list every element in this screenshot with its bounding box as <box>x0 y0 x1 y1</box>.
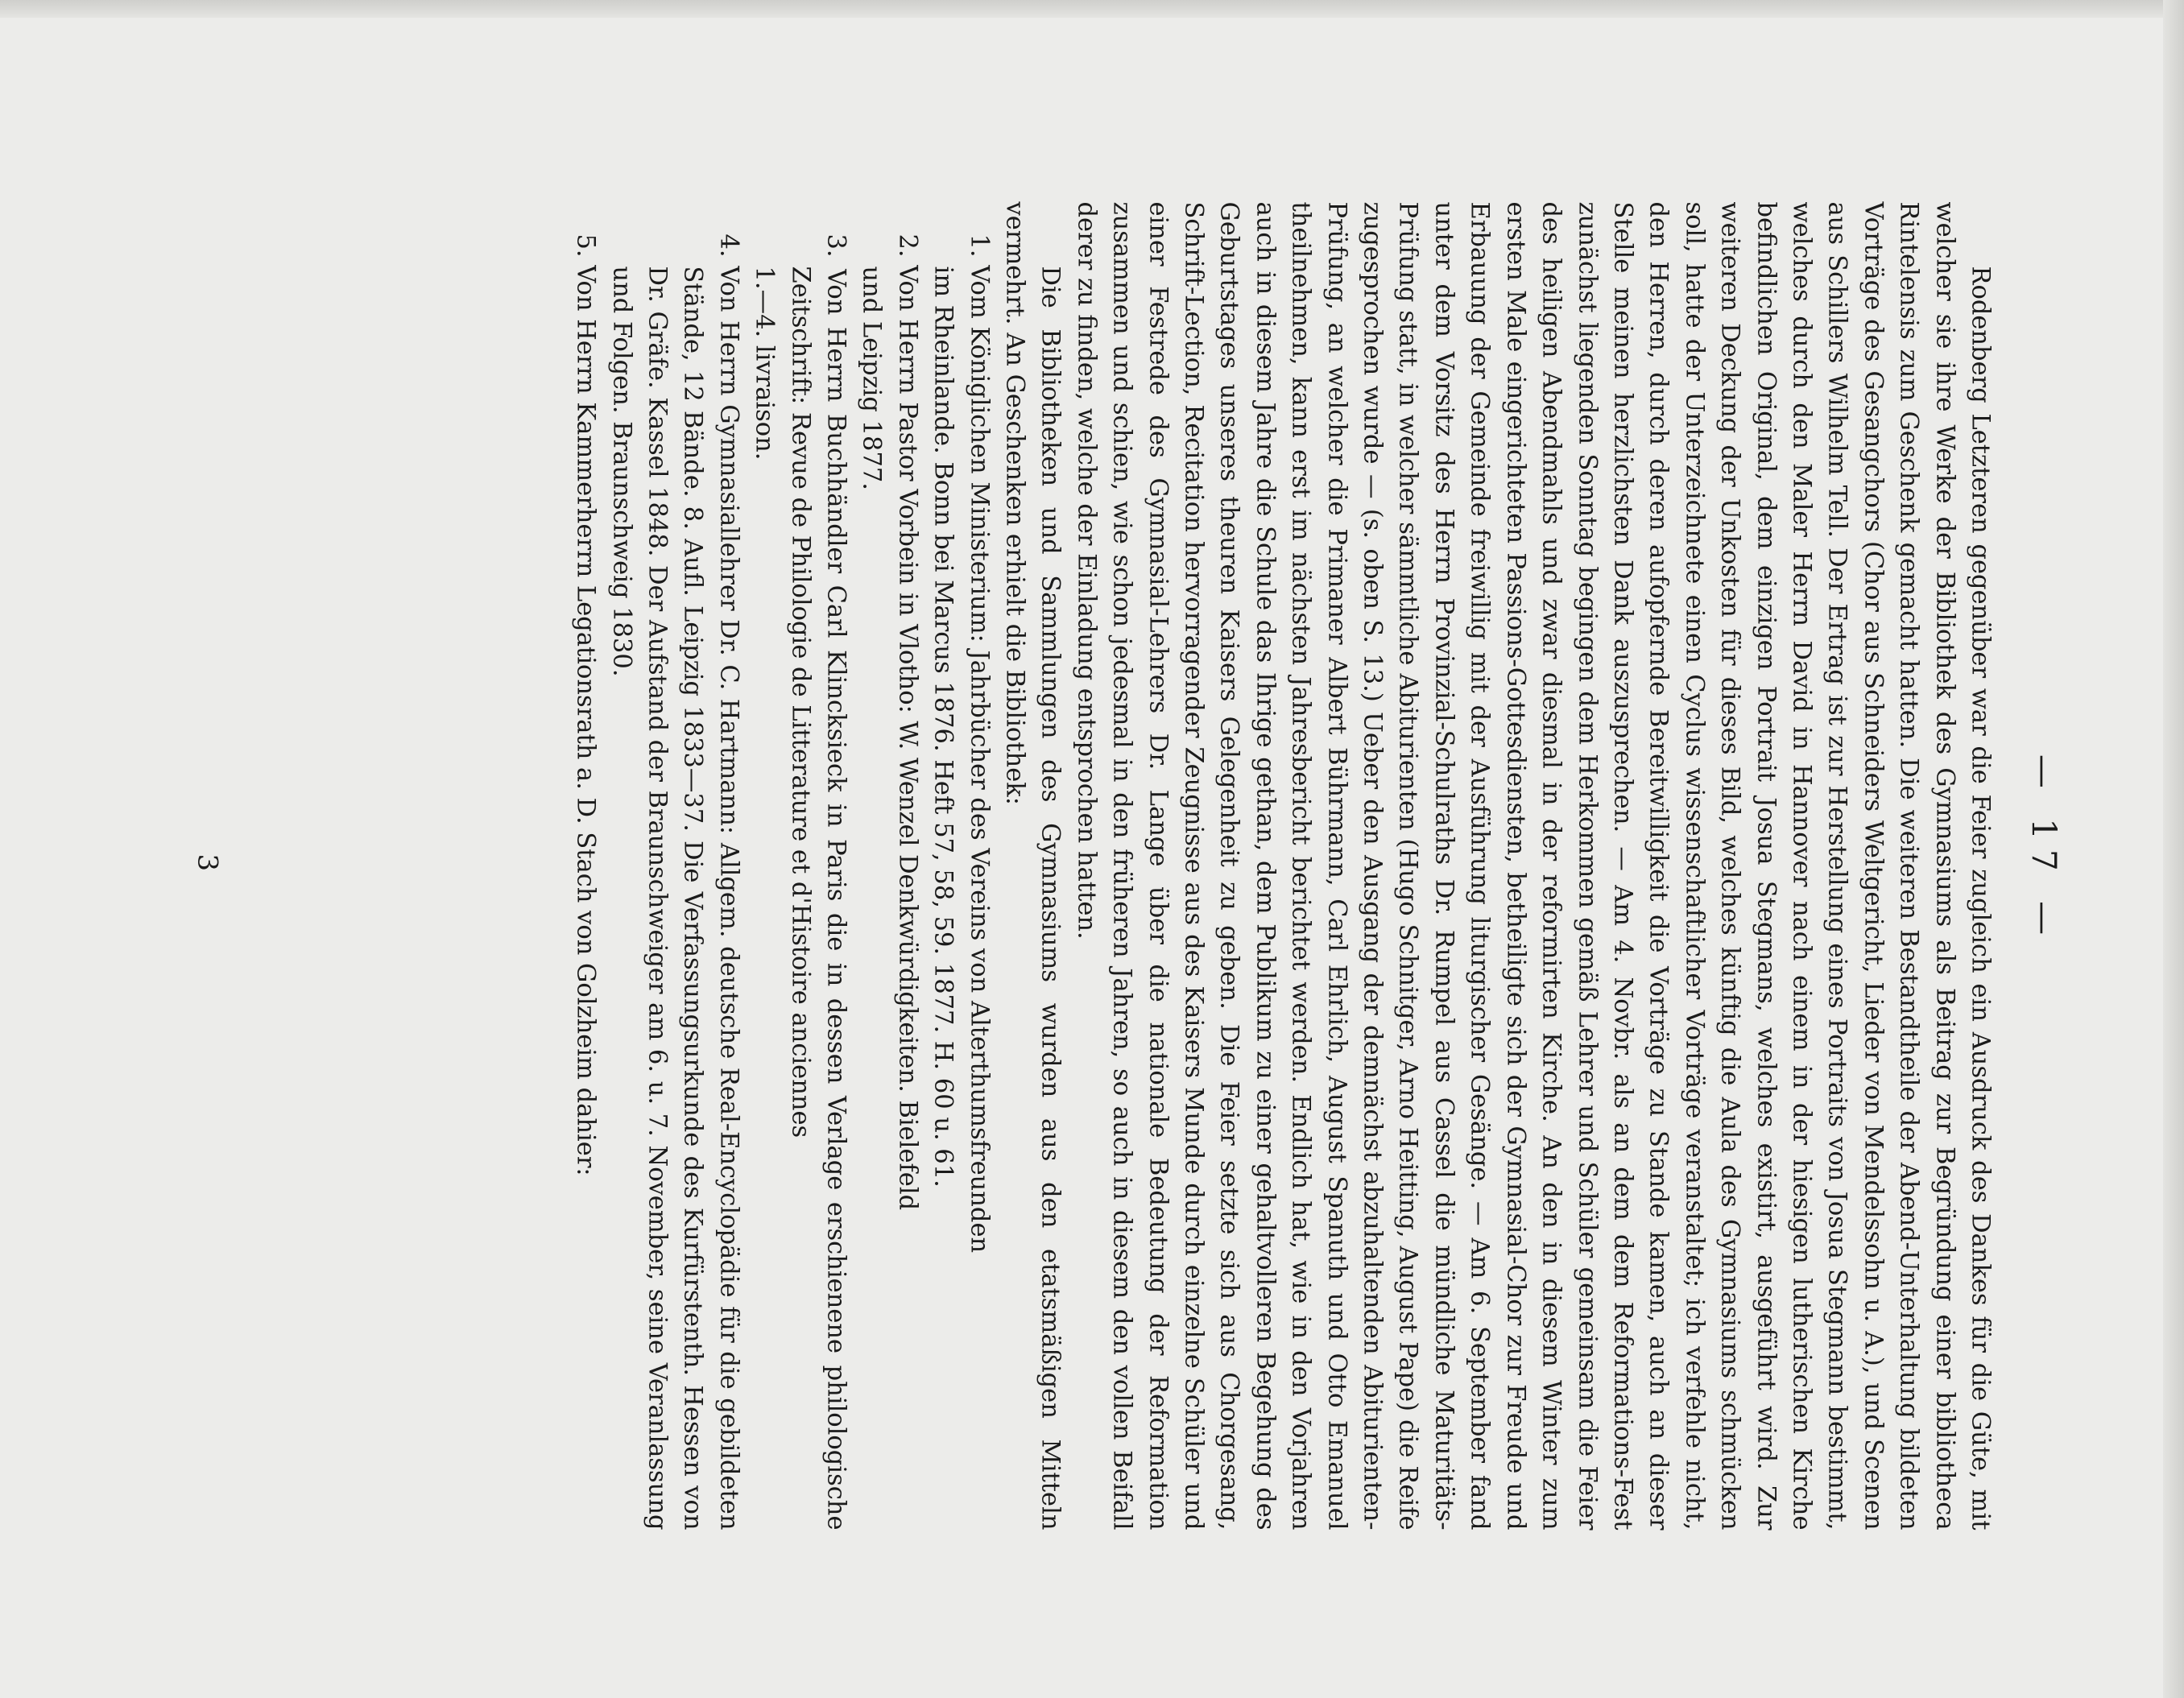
donation-item-2 <box>888 201 924 1530</box>
donation-item-4 <box>602 201 746 1530</box>
donation-item-2-line-1: 2. Von Herrn Pastor Vorbein in Vlotho: W. Wenzel Denkwürdigkeiten. Bielefeld <box>892 233 921 1210</box>
paragraph-school-events: Rodenberg Letzteren gegenüber war die Feier zugleich ein Ausdruck des Dankes für die Güte, mit welcher sie ihre Werke der Bibliothek des Gymnasiums als Beitrag zur Begründung einer bibliotheca Rintelensis zum Geschenk gemacht hatten. Die weiteren Bestandtheile der Abend-Unterhaltung bildeten Vorträge des Gesangchors (Chor aus Schneiders Weltgericht, Lieder von Mendelssohn u. A.), und Scenen aus Schillers Wilhelm Tell. Der Ertrag ist zur Herstellung eines Portraits von Josua Stegmann bestimmt, welches durch den Maler Herrn David in Hannover nach einem in der hiesigen lutherischen Kirche befindlichen Original, dem einzigen Portrait Josua Stegmans, welches existirt, ausgeführt wird. Zur weiteren Deckung der Unkosten für dieses Bild, welches künftig die Aula des Gymnasiums schmücken soll, hatte der Unterzeichnete einen Cyclus wissenschaftlicher Vorträge veranstaltet; ich verfehle nicht, den Herren, durch deren aufopfernde Bereitwilligkeit die Vorträge zu Stande kamen, auch an dieser Stelle meinen herzlichsten Dank auszusprechen. — Am 4. Novbr. als an dem dem Reformations-Fest zunächst liegenden Sonntag begingen dem Herkommen gemäß Lehrer und Schüler gemeinsam die Feier des heiligen Abendmahls und zwar diesmal in der reformirten Kirche. An den in diesem Winter zum ersten Male eingerichteten Passions-Gottesdiensten, betheiligte sich der Gymnasial-Chor zur Freude und Erbauung der Gemeinde freiwillig mit der Ausführung liturgischer Gesänge. — Am 6. September fand unter dem Vorsitz des Herrn Provinzial-Schulraths Dr. Rumpel aus Cassel die mündliche Maturitäts-Prüfung statt, in welcher sämmtliche Abiturienten (Hugo Schnitger, Arno Heitting, August Pape) die Reife zugesprochen wurde — (s. oben S. 13.) Ueber den Ausgang der demnächst abzuhaltenden Abiturienten-Prüfung, an welcher die Primaner Albert Bührmann, Carl Ehrlich, August Spanuth und Otto Emanuel theilnehmen, kann erst im nächsten Jahresbericht berichtet werden. Endlich hat, wie in den Vorjahren auch in diesem Jahre die Schule das Ihrige gethan, dem Publikum zu einer gehaltvolleren Begehung des Geburtstages unseres theuren Kaisers Gelegenheit zu geben. Die Feier setzte sich aus Chorgesang, Schrift-Lection, Recitation hervorragender Zeugnisse aus des Kaisers Munde durch einzelne Schüler und einer Festrede des Gymnasial-Lehrers Dr. Lange über die nationale Bedeutung der Reformation zusammen und schien, wie schon jedesmal in den früheren Jahren, so auch in diesem den vollen Beifall derer zu finden, welche der Einladung entsprochen hatten. <box>1071 201 1994 1530</box>
page-number: — 17 — <box>2024 754 2063 944</box>
donation-item-2-line-2: und Leipzig 1877. <box>857 266 886 490</box>
body-text <box>567 201 1997 1530</box>
donation-item-3 <box>781 201 853 1530</box>
donation-item-5 <box>567 201 602 1530</box>
donation-item-3-line-2: 1.—4. livraison. <box>750 266 779 461</box>
donation-item-1-line-1: 1. Vom Königlichen Ministerium: Jahrbücher des Vereins von Alterthumsfreunden <box>964 233 993 1253</box>
printer-signature-mark: 3 <box>191 853 223 871</box>
donation-item-4-line-1: 4. Von Herrn Gymnasiallehrer Dr. C. Hartmann: Allgem. deutsche Real-Encyclopädie für die gebildeten Stände, 12 Bände. 8. Aufl. Leipzig 1833—37. Die Verfassungsurkunde des Kurfürstenth. Hessen von Dr. Gräfe. Kassel 1848. Der Aufstand der Braunschweiger am 6. u. 7. November, seine Veranlassung und Folgen. Braunschweig 1830. <box>606 233 742 1530</box>
donation-item-2-cont <box>853 201 888 1530</box>
paragraph-library: Die Bibliotheken und Sammlungen des Gymnasiums wurden aus den etatsmäßigen Mitteln vermehrt. An Geschenken erhielt die Bibliothek: <box>1000 201 1065 1530</box>
donation-item-1 <box>960 201 995 1530</box>
donation-item-1-cont <box>924 201 960 1530</box>
donation-item-1-line-2: im Rheinlande. Bonn bei Marcus 1876. Heft 57, 58, 59. 1877. H. 60 u. 61. <box>929 266 958 1188</box>
donation-item-5-line-1: 5. Von Herrn Kammerherrn Legationsrath a. D. Stach von Golzheim dahier: <box>571 233 600 1176</box>
donation-item-3-line-1: 3. Von Herrn Buchhändler Carl Klincksieck in Paris die in dessen Verlage erschienene philologische Zeitschrift: Revue de Philologie de Litterature et d'Histoire anciennes <box>785 233 850 1530</box>
donation-item-3-cont <box>746 201 781 1530</box>
